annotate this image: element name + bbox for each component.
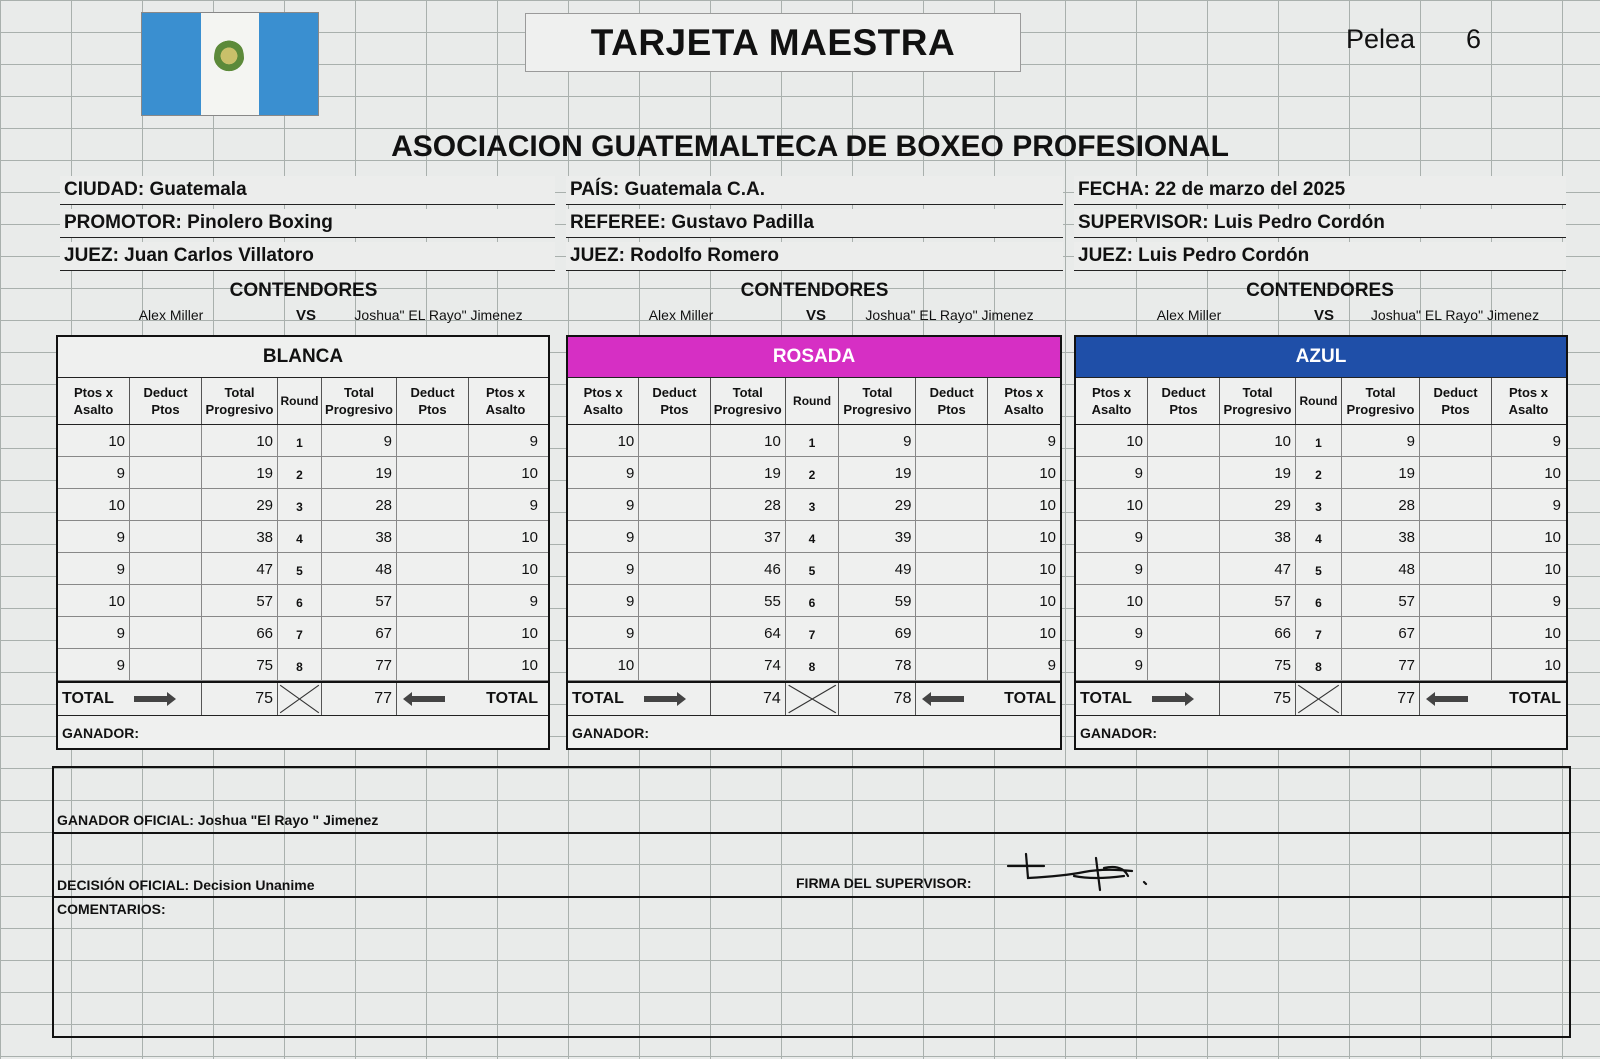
table-row — [568, 617, 1060, 649]
cell-total-right[interactable]: 9 — [839, 425, 916, 456]
cell-total-left[interactable]: 57 — [202, 585, 278, 616]
contenders-title: CONTENDORES — [740, 280, 889, 301]
cell-ptos-right[interactable]: 10 — [1544, 465, 1561, 482]
total-right-value: 78 — [839, 683, 916, 715]
total-left-value: 75 — [1220, 683, 1296, 715]
cell-total-left[interactable]: 75 — [202, 649, 278, 680]
supervisor-signature — [1004, 846, 1164, 892]
cell-deduct[interactable] — [1420, 489, 1492, 520]
column-header: Deduct Ptos — [1148, 378, 1220, 424]
cell-deduct[interactable] — [1148, 457, 1220, 488]
cell-total-left[interactable]: 38 — [1220, 521, 1296, 552]
decision-oficial: DECISIÓN OFICIAL: Decision Unanime — [57, 877, 315, 893]
cell-deduct[interactable] — [130, 457, 202, 488]
cell-total-right[interactable]: 78 — [839, 649, 916, 680]
cell-ptos-right[interactable]: 9 — [1552, 593, 1561, 610]
cell-total-right[interactable]: 69 — [839, 617, 916, 648]
table-row — [1076, 553, 1566, 585]
cell-deduct[interactable] — [1420, 457, 1492, 488]
cell-deduct[interactable] — [916, 585, 987, 616]
cell-ptos-right[interactable]: 10 — [521, 529, 538, 546]
column-header: Round — [278, 378, 322, 424]
column-header: Ptos x Asalto — [568, 378, 639, 424]
cell-deduct[interactable] — [1420, 425, 1492, 456]
cell-round[interactable]: 1 — [278, 425, 322, 456]
cell-ptos-right[interactable]: 10 — [521, 561, 538, 578]
cell-total-left[interactable]: 38 — [202, 521, 278, 552]
cell-total-left[interactable]: 64 — [711, 617, 786, 648]
cell-round[interactable]: 5 — [786, 553, 839, 584]
cell-deduct[interactable] — [1420, 585, 1492, 616]
supervisor-field: SUPERVISOR: Luis Pedro Cordón — [1074, 209, 1566, 238]
cell-total-right[interactable]: 19 — [322, 457, 397, 488]
table-row — [568, 457, 1060, 489]
association-title: ASOCIACION GUATEMALTECA DE BOXEO PROFESIONAL — [391, 130, 1229, 163]
cell-ptos-left[interactable]: 9 — [58, 649, 130, 680]
pais-field: PAÍS: Guatemala C.A. — [566, 176, 1063, 205]
cell-ptos-right[interactable]: 9 — [1047, 433, 1056, 450]
cell-total-left[interactable]: 74 — [711, 649, 786, 680]
total-left-value: 74 — [711, 683, 786, 715]
cell-deduct[interactable] — [639, 649, 710, 680]
cell-round[interactable]: 1 — [786, 425, 839, 456]
coat-of-arms-icon — [214, 37, 244, 79]
arrow-left-icon — [1434, 696, 1468, 702]
arrow-right-icon — [644, 696, 678, 702]
cell-total-left[interactable]: 57 — [1220, 585, 1296, 616]
cell-total-right[interactable]: 9 — [1342, 425, 1420, 456]
vs-label: VS — [295, 306, 316, 324]
table-row — [568, 425, 1060, 457]
contenders-block-3 — [1074, 280, 1566, 328]
cell-round[interactable]: 8 — [1296, 649, 1342, 680]
table-row — [1076, 649, 1566, 681]
table-row — [1076, 425, 1566, 457]
cell-round[interactable]: 4 — [786, 521, 839, 552]
juez1-field: JUEZ: Juan Carlos Villatoro — [60, 242, 555, 271]
cell-round[interactable]: 6 — [278, 585, 322, 616]
total-label-right — [397, 683, 542, 715]
column-header: Deduct Ptos — [130, 378, 202, 424]
cell-round[interactable]: 6 — [786, 585, 839, 616]
column-header: Deduct Ptos — [916, 378, 987, 424]
cell-total-left[interactable]: 28 — [711, 489, 786, 520]
cell-round[interactable]: 5 — [1296, 553, 1342, 584]
official-result-box — [52, 766, 1571, 1038]
cell-deduct[interactable] — [1148, 425, 1220, 456]
cell-ptos-right[interactable]: 10 — [1544, 561, 1561, 578]
cell-total-right[interactable]: 49 — [839, 553, 916, 584]
ganador-label[interactable]: GANADOR: — [1080, 725, 1157, 741]
contenders-title: CONTENDORES — [229, 280, 378, 301]
cell-deduct[interactable] — [130, 489, 202, 520]
page-title: TARJETA MAESTRA — [525, 13, 1021, 72]
table-row — [58, 649, 548, 681]
cell-ptos-right[interactable]: 10 — [1039, 497, 1056, 514]
table-row — [1076, 489, 1566, 521]
cell-deduct[interactable] — [1420, 649, 1492, 680]
cell-total-left[interactable]: 19 — [711, 457, 786, 488]
table-row — [568, 489, 1060, 521]
score-card-blanca — [56, 335, 550, 750]
cell-total-right[interactable]: 28 — [322, 489, 397, 520]
table-row — [568, 585, 1060, 617]
cell-total-left[interactable]: 29 — [202, 489, 278, 520]
total-right-value: 77 — [322, 683, 397, 715]
cell-ptos-left[interactable]: 10 — [568, 649, 639, 680]
column-header: Ptos x Asalto — [1076, 378, 1148, 424]
cell-ptos-right[interactable]: 10 — [1544, 529, 1561, 546]
cell-ptos-right[interactable]: 9 — [1552, 497, 1561, 514]
cell-total-right[interactable]: 19 — [839, 457, 916, 488]
cell-deduct[interactable] — [130, 649, 202, 680]
cell-ptos-left[interactable]: 9 — [1076, 553, 1148, 584]
cell-total-left[interactable]: 66 — [202, 617, 278, 648]
cell-total-right[interactable]: 38 — [322, 521, 397, 552]
cell-total-left[interactable]: 75 — [1220, 649, 1296, 680]
cell-ptos-left[interactable]: 9 — [58, 457, 130, 488]
cell-total-right[interactable]: 77 — [1342, 649, 1420, 680]
cell-deduct[interactable] — [397, 585, 469, 616]
cell-ptos-right[interactable]: 9 — [1552, 433, 1561, 450]
cell-round[interactable]: 8 — [786, 649, 839, 680]
fecha-field: FECHA: 22 de marzo del 2025 — [1074, 176, 1566, 205]
table-row — [1076, 521, 1566, 553]
cell-ptos-left[interactable]: 9 — [568, 457, 639, 488]
total-label: TOTAL — [62, 690, 114, 707]
cell-total-right[interactable]: 29 — [839, 489, 916, 520]
cell-ptos-left[interactable]: 10 — [58, 585, 130, 616]
cell-deduct[interactable] — [639, 617, 710, 648]
cell-round[interactable]: 2 — [1296, 457, 1342, 488]
cell-total-right[interactable]: 59 — [839, 585, 916, 616]
cell-total-left[interactable]: 19 — [202, 457, 278, 488]
column-header: Total Progresivo — [839, 378, 916, 424]
cell-deduct[interactable] — [1420, 553, 1492, 584]
cell-deduct[interactable] — [130, 585, 202, 616]
total-right-value: 77 — [1342, 683, 1420, 715]
total-label-right — [1420, 683, 1565, 715]
column-header: Deduct Ptos — [1420, 378, 1492, 424]
cell-total-right[interactable]: 48 — [322, 553, 397, 584]
arrow-right-icon — [134, 696, 168, 702]
cell-deduct[interactable] — [1148, 649, 1220, 680]
cell-round[interactable]: 7 — [1296, 617, 1342, 648]
cell-deduct[interactable] — [397, 553, 469, 584]
cell-total-right[interactable]: 39 — [839, 521, 916, 552]
cell-total-right[interactable]: 57 — [322, 585, 397, 616]
fighter-right: Joshua" EL Rayo" Jimenez — [865, 307, 1034, 323]
cell-deduct[interactable] — [130, 553, 202, 584]
cell-deduct[interactable] — [397, 425, 469, 456]
comentarios-label: COMENTARIOS: — [57, 901, 166, 917]
cell-ptos-left[interactable]: 9 — [568, 489, 639, 520]
contenders-title: CONTENDORES — [1246, 280, 1394, 301]
cell-round[interactable]: 2 — [278, 457, 322, 488]
cell-round[interactable]: 3 — [278, 489, 322, 520]
cell-deduct[interactable] — [1148, 553, 1220, 584]
cell-deduct[interactable] — [639, 457, 710, 488]
cell-ptos-right[interactable]: 10 — [1544, 625, 1561, 642]
cell-deduct[interactable] — [1148, 617, 1220, 648]
column-header: Deduct Ptos — [639, 378, 710, 424]
cell-deduct[interactable] — [639, 585, 710, 616]
cell-ptos-left[interactable]: 9 — [1076, 521, 1148, 552]
promotor-field: PROMOTOR: Pinolero Boxing — [60, 209, 555, 238]
table-row — [58, 489, 548, 521]
cell-round[interactable]: 1 — [1296, 425, 1342, 456]
fighter-right: Joshua" EL Rayo" Jimenez — [1370, 307, 1540, 323]
cell-ptos-right[interactable]: 10 — [521, 657, 538, 674]
score-card-rosada — [566, 335, 1062, 750]
pelea-number: 6 — [1466, 24, 1482, 54]
cell-total-left[interactable]: 19 — [1220, 457, 1296, 488]
table-row — [568, 649, 1060, 681]
cell-deduct[interactable] — [916, 521, 987, 552]
vs-label: VS — [805, 306, 826, 324]
total-label: TOTAL — [1509, 690, 1561, 707]
cell-total-right[interactable]: 57 — [1342, 585, 1420, 616]
cell-total-left[interactable]: 66 — [1220, 617, 1296, 648]
juez2-field: JUEZ: Rodolfo Romero — [566, 242, 1063, 271]
cell-total-right[interactable]: 28 — [1342, 489, 1420, 520]
cell-deduct[interactable] — [397, 457, 469, 488]
cell-ptos-right[interactable]: 9 — [529, 593, 538, 610]
cell-total-right[interactable]: 77 — [322, 649, 397, 680]
cell-ptos-left[interactable]: 10 — [1076, 425, 1148, 456]
firma-supervisor-label: FIRMA DEL SUPERVISOR: — [796, 875, 972, 891]
card-color-header: AZUL — [1076, 337, 1566, 378]
fighter-right: Joshua" EL Rayo" Jimenez — [354, 307, 523, 323]
cell-ptos-left[interactable]: 10 — [568, 425, 639, 456]
cell-ptos-left[interactable]: 9 — [568, 521, 639, 552]
table-row — [58, 553, 548, 585]
pelea-label: Pelea — [1346, 24, 1416, 54]
crossed-cell-icon — [1296, 683, 1342, 715]
column-header: Deduct Ptos — [397, 378, 469, 424]
cell-deduct[interactable] — [639, 521, 710, 552]
cell-deduct[interactable] — [639, 553, 710, 584]
table-row — [1076, 457, 1566, 489]
table-row — [58, 585, 548, 617]
cell-ptos-left[interactable]: 9 — [58, 617, 130, 648]
column-header: Ptos x Asalto — [58, 378, 130, 424]
cell-ptos-right[interactable]: 10 — [1039, 593, 1056, 610]
cell-round[interactable]: 5 — [278, 553, 322, 584]
cell-deduct[interactable] — [916, 617, 987, 648]
cell-total-right[interactable]: 48 — [1342, 553, 1420, 584]
cell-deduct[interactable] — [1148, 489, 1220, 520]
guatemala-flag — [141, 12, 319, 116]
cell-round[interactable]: 7 — [278, 617, 322, 648]
card-color-header: BLANCA — [58, 337, 548, 378]
fighter-left: Alex Miller — [648, 307, 714, 323]
cell-total-left[interactable]: 10 — [202, 425, 278, 456]
total-label-left — [568, 683, 711, 715]
cell-ptos-left[interactable]: 10 — [58, 489, 130, 520]
cell-deduct[interactable] — [1420, 521, 1492, 552]
cell-ptos-left[interactable]: 10 — [1076, 585, 1148, 616]
ganador-oficial: GANADOR OFICIAL: Joshua "El Rayo " Jimenez — [57, 812, 379, 828]
referee-field: REFEREE: Gustavo Padilla — [566, 209, 1063, 238]
cell-deduct[interactable] — [916, 553, 987, 584]
cell-deduct[interactable] — [1148, 521, 1220, 552]
cell-ptos-left[interactable]: 9 — [568, 585, 639, 616]
card-color-header: ROSADA — [568, 337, 1060, 378]
cell-total-right[interactable]: 9 — [322, 425, 397, 456]
ciudad-field: CIUDAD: Guatemala — [60, 176, 555, 205]
cell-round[interactable]: 4 — [1296, 521, 1342, 552]
cell-round[interactable]: 2 — [786, 457, 839, 488]
cell-ptos-left[interactable]: 9 — [1076, 457, 1148, 488]
cell-round[interactable]: 6 — [1296, 585, 1342, 616]
cell-deduct[interactable] — [916, 457, 987, 488]
arrow-left-icon — [930, 696, 964, 702]
table-row — [1076, 617, 1566, 649]
table-row — [568, 521, 1060, 553]
contenders-block-1 — [56, 280, 551, 328]
cell-deduct[interactable] — [397, 649, 469, 680]
total-label-left — [1076, 683, 1220, 715]
cell-ptos-left[interactable]: 10 — [58, 425, 130, 456]
cell-round[interactable]: 3 — [786, 489, 839, 520]
arrow-right-icon — [1152, 696, 1186, 702]
column-header: Ptos x Asalto — [485, 385, 526, 417]
cell-round[interactable]: 7 — [786, 617, 839, 648]
total-left-value: 75 — [202, 683, 278, 715]
cell-deduct[interactable] — [1148, 585, 1220, 616]
total-label: TOTAL — [572, 690, 624, 707]
contenders-block-2 — [566, 280, 1063, 328]
cell-total-left[interactable]: 29 — [1220, 489, 1296, 520]
cell-total-left[interactable]: 55 — [711, 585, 786, 616]
column-header: Total Progresivo — [1342, 378, 1420, 424]
cell-ptos-right[interactable]: 10 — [1039, 625, 1056, 642]
cell-ptos-right[interactable]: 10 — [521, 625, 538, 642]
table-row — [58, 521, 548, 553]
fighter-left: Alex Miller — [1156, 307, 1222, 323]
cell-deduct[interactable] — [639, 489, 710, 520]
cell-ptos-right[interactable]: 10 — [521, 465, 538, 482]
cell-deduct[interactable] — [916, 649, 987, 680]
table-row — [58, 617, 548, 649]
table-row — [58, 425, 548, 457]
vs-label: VS — [1313, 306, 1334, 324]
cell-deduct[interactable] — [916, 489, 987, 520]
arrow-left-icon — [411, 696, 445, 702]
column-header: Ptos x Asalto — [1004, 385, 1044, 417]
cell-deduct[interactable] — [397, 617, 469, 648]
column-header: Total Progresivo — [711, 378, 786, 424]
cell-ptos-right[interactable]: 10 — [1544, 657, 1561, 674]
cell-ptos-left[interactable]: 9 — [1076, 649, 1148, 680]
cell-ptos-right[interactable]: 9 — [529, 433, 538, 450]
total-label-left — [58, 683, 202, 715]
cell-ptos-right[interactable]: 10 — [1039, 465, 1056, 482]
cell-total-left[interactable]: 46 — [711, 553, 786, 584]
column-header: Round — [1296, 378, 1342, 424]
cell-total-right[interactable]: 38 — [1342, 521, 1420, 552]
crossed-cell-icon — [278, 683, 322, 715]
cell-ptos-right[interactable]: 9 — [529, 497, 538, 514]
cell-ptos-left[interactable]: 9 — [58, 553, 130, 584]
cell-ptos-right[interactable]: 10 — [1039, 529, 1056, 546]
cell-ptos-left[interactable]: 9 — [58, 521, 130, 552]
cell-deduct[interactable] — [130, 521, 202, 552]
total-label: TOTAL — [486, 690, 538, 707]
cell-ptos-right[interactable]: 9 — [1047, 657, 1056, 674]
cell-deduct[interactable] — [130, 425, 202, 456]
cell-deduct[interactable] — [1420, 617, 1492, 648]
cell-total-left[interactable]: 47 — [1220, 553, 1296, 584]
cell-ptos-left[interactable]: 9 — [568, 553, 639, 584]
cell-total-right[interactable]: 67 — [1342, 617, 1420, 648]
cell-total-right[interactable]: 19 — [1342, 457, 1420, 488]
total-label: TOTAL — [1004, 690, 1056, 707]
column-header: Total Progresivo — [1220, 378, 1296, 424]
cell-total-left[interactable]: 10 — [711, 425, 786, 456]
table-row — [1076, 585, 1566, 617]
ganador-label[interactable]: GANADOR: — [62, 725, 139, 741]
score-card-azul — [1074, 335, 1568, 750]
crossed-cell-icon — [786, 683, 839, 715]
cell-deduct[interactable] — [397, 521, 469, 552]
table-row — [568, 553, 1060, 585]
total-label: TOTAL — [1080, 690, 1132, 707]
cell-total-left[interactable]: 47 — [202, 553, 278, 584]
ganador-label[interactable]: GANADOR: — [572, 725, 649, 741]
juez3-field: JUEZ: Luis Pedro Cordón — [1074, 242, 1566, 271]
cell-deduct[interactable] — [916, 425, 987, 456]
cell-total-right[interactable]: 67 — [322, 617, 397, 648]
cell-deduct[interactable] — [639, 425, 710, 456]
cell-ptos-right[interactable]: 10 — [1039, 561, 1056, 578]
column-header: Round — [786, 378, 839, 424]
column-header: Ptos x Asalto — [1508, 385, 1549, 417]
cell-total-left[interactable]: 10 — [1220, 425, 1296, 456]
total-label-right — [916, 683, 1060, 715]
column-header: Total Progresivo — [202, 378, 278, 424]
cell-deduct[interactable] — [130, 617, 202, 648]
cell-ptos-left[interactable]: 9 — [1076, 617, 1148, 648]
fighter-left: Alex Miller — [138, 307, 204, 323]
cell-round[interactable]: 3 — [1296, 489, 1342, 520]
table-row — [58, 457, 548, 489]
cell-total-left[interactable]: 37 — [711, 521, 786, 552]
cell-ptos-left[interactable]: 9 — [568, 617, 639, 648]
cell-deduct[interactable] — [397, 489, 469, 520]
cell-round[interactable]: 8 — [278, 649, 322, 680]
cell-ptos-left[interactable]: 10 — [1076, 489, 1148, 520]
cell-round[interactable]: 4 — [278, 521, 322, 552]
column-header: Total Progresivo — [322, 378, 397, 424]
